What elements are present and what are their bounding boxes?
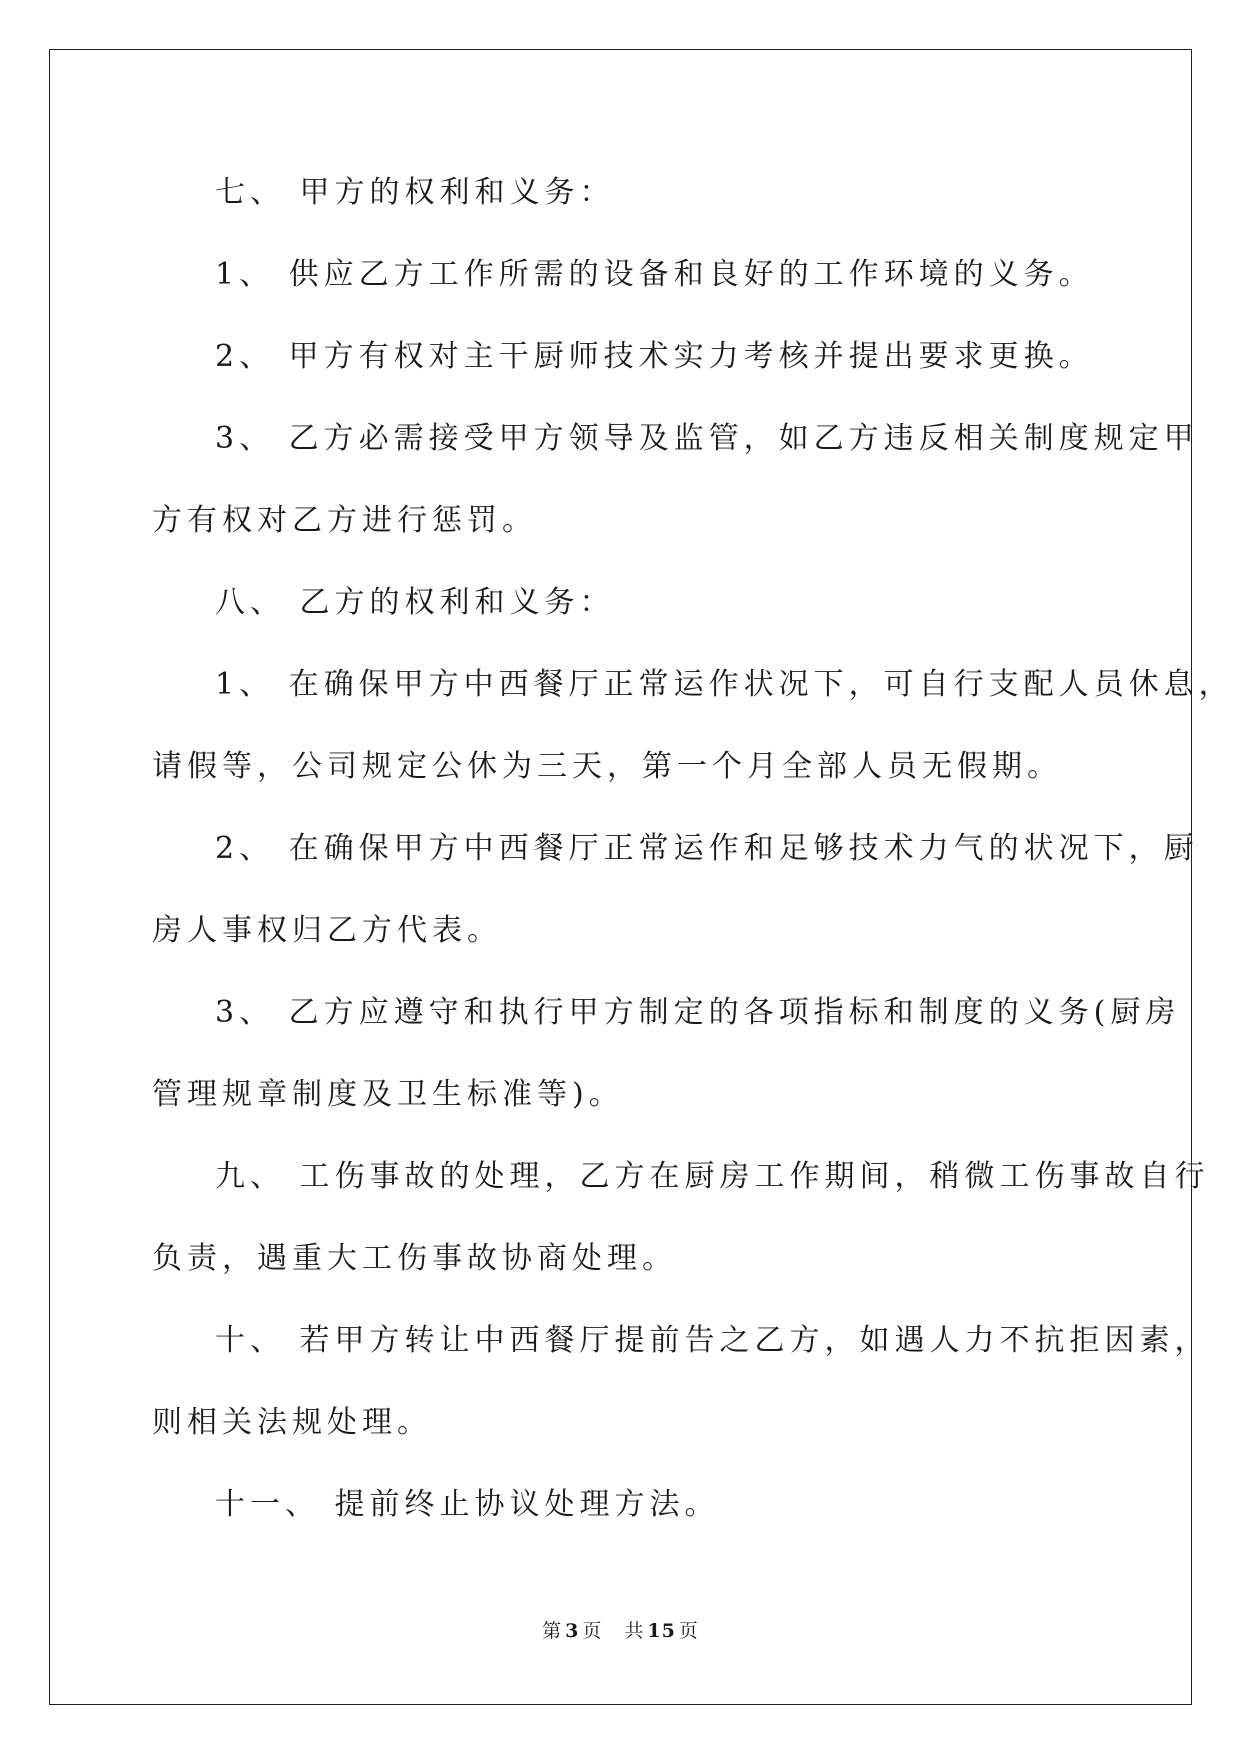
clause-8-item-1: 1、 在确保甲方中西餐厅正常运作状况下，可自行支配人员休息， [215, 667, 1234, 702]
clause-10-continued: 则相关法规处理。 [152, 1405, 432, 1440]
clause-7-item-1: 1、 供应乙方工作所需的设备和良好的工作环境的义务。 [215, 257, 1094, 292]
clause-10: 十、 若甲方转让中西餐厅提前告之乙方，如遇人力不抗拒因素， [215, 1323, 1210, 1358]
clause-8-item-3-continued: 管理规章制度及卫生标准等)。 [152, 1077, 624, 1112]
document-body [152, 165, 1234, 1559]
page-prefix: 第 [542, 1620, 563, 1642]
clause-7-item-2: 2、 甲方有权对主干厨师技术实力考核并提出要求更换。 [215, 339, 1094, 374]
total-page-number: 15 [647, 1620, 676, 1642]
clause-9-continued: 负责，遇重大工伤事故协商处理。 [152, 1241, 677, 1276]
total-suffix: 页 [678, 1620, 699, 1642]
page-suffix: 页 [582, 1620, 603, 1642]
current-page-number: 3 [565, 1620, 580, 1642]
clause-7-item-3: 3、 乙方必需接受甲方领导及监管，如乙方违反相关制度规定甲 [215, 421, 1199, 456]
clause-8-item-2-continued: 房人事权归乙方代表。 [152, 913, 502, 948]
clause-8-item-1-continued: 请假等，公司规定公休为三天，第一个月全部人员无假期。 [152, 749, 1062, 784]
clause-7-item-3-continued: 方有权对乙方进行惩罚。 [152, 503, 537, 538]
clause-9: 九、 工伤事故的处理，乙方在厨房工作期间，稍微工伤事故自行 [215, 1159, 1210, 1194]
clause-11: 十一、 提前终止协议处理方法。 [215, 1487, 720, 1522]
total-prefix: 共 [624, 1620, 645, 1642]
clause-8-item-3: 3、 乙方应遵守和执行甲方制定的各项指标和制度的义务(厨房 [215, 995, 1181, 1030]
clause-8-heading: 八、 乙方的权利和义务： [215, 585, 615, 620]
page-footer [0, 1616, 1241, 1643]
clause-7-heading: 七、 甲方的权利和义务： [215, 175, 615, 210]
clause-8-item-2: 2、 在确保甲方中西餐厅正常运作和足够技术力气的状况下，厨 [215, 831, 1199, 866]
